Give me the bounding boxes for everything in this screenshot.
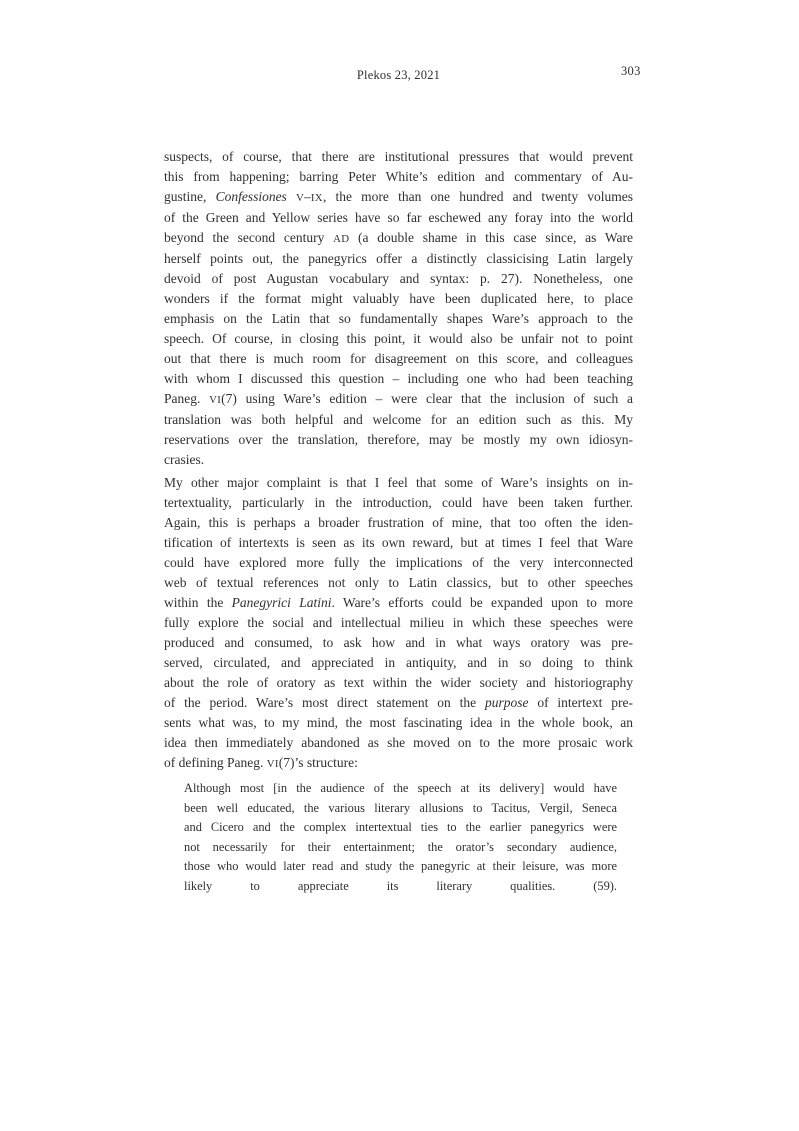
quote-line: not necessarily for their entertainment; the orator’s secondary audience,: [184, 839, 617, 854]
text-line: with whom I discussed this question – including one who had been teaching: [164, 371, 633, 386]
text-line: web of textual references not only to Latin classics, but to other speeches: [164, 575, 633, 590]
text-line: tification of intertexts is seen as its own reward, but at times I feel that Ware: [164, 535, 633, 550]
text-line: My other major complaint is that I feel that some of Ware’s insights on in-: [164, 475, 633, 490]
paragraph: [164, 147, 633, 470]
text-line: herself points out, the panegyrics offer a distinctly classicising Latin largely: [164, 251, 633, 266]
text-line: Again, this is perhaps a broader frustration of mine, that too often the iden-: [164, 515, 633, 530]
paragraph: [164, 473, 633, 774]
text-line: beyond the second century AD (a double shame in this case since, as Ware: [164, 230, 633, 245]
text-line: translation was both helpful and welcome for an edition such as this. My: [164, 412, 633, 427]
quote-line: been well educated, the various literary allusions to Tacitus, Vergil, Seneca: [184, 800, 617, 815]
text-line: this from happening; barring Peter White’s edition and commentary of Au-: [164, 169, 633, 184]
page-number: 303: [621, 64, 641, 78]
text-line: tertextuality, particularly in the introduction, could have been taken further.: [164, 495, 633, 510]
running-header: [164, 64, 641, 82]
text-line: gustine, Confessiones V–IX, the more than one hundred and twenty volumes: [164, 189, 633, 204]
text-line: produced and consumed, to ask how and in what ways oratory was pre-: [164, 635, 633, 650]
quote-line: Although most [in the audience of the speech at its delivery] would have: [184, 781, 617, 795]
text-line: served, circulated, and appreciated in antiquity, and in so doing to think: [164, 655, 633, 670]
text-line: Paneg. VI(7) using Ware’s edition – were clear that the inclusion of such a: [164, 391, 633, 406]
text-line: speech. Of course, in closing this point, it would also be unfair not to point: [164, 331, 633, 346]
text-line: of the Green and Yellow series have so far eschewed any foray into the world: [164, 210, 633, 225]
text-line: emphasis on the Latin that so fundamentally shapes Ware’s approach to the: [164, 311, 633, 326]
journal-title: Plekos 23, 2021: [356, 68, 441, 82]
text-line: devoid of post Augustan vocabulary and syntax: p. 27). Nonetheless, one: [164, 271, 633, 286]
text-line: idea then immediately abandoned as she moved on to the more prosaic work: [164, 735, 633, 750]
text-line: sents what was, to my mind, the most fascinating idea in the whole book, an: [164, 715, 633, 730]
text-line: reservations over the translation, therefore, may be mostly my own idiosyn-: [164, 432, 633, 447]
quote-line: likely to appreciate its literary qualities. (59).: [184, 878, 617, 893]
text-line: crasies.: [164, 452, 205, 467]
quote-line: those who would later read and study the panegyric at their leisure, was more: [184, 859, 617, 873]
text-line: out that there is much room for disagreement on this score, and colleagues: [164, 351, 633, 366]
main-text: [164, 147, 633, 896]
text-line: fully explore the social and intellectual milieu in which these speeches were: [164, 615, 633, 630]
block-quote: [184, 779, 617, 896]
quote-line: and Cicero and the complex intertextual ties to the earlier panegyrics were: [184, 820, 617, 834]
text-line: within the Panegyrici Latini. Ware’s efforts could be expanded upon to more: [164, 595, 633, 610]
text-line: could have explored more fully the implications of the very interconnected: [164, 555, 633, 570]
text-line: about the role of oratory as text within the wider society and historiography: [164, 675, 633, 690]
text-line: of defining Paneg. VI(7)’s structure:: [164, 755, 358, 770]
text-line: of the period. Ware’s most direct statement on the purpose of intertext pre-: [164, 695, 633, 710]
text-line: suspects, of course, that there are institutional pressures that would prevent: [164, 149, 633, 164]
text-line: wonders if the format might valuably have been duplicated here, to place: [164, 291, 633, 306]
